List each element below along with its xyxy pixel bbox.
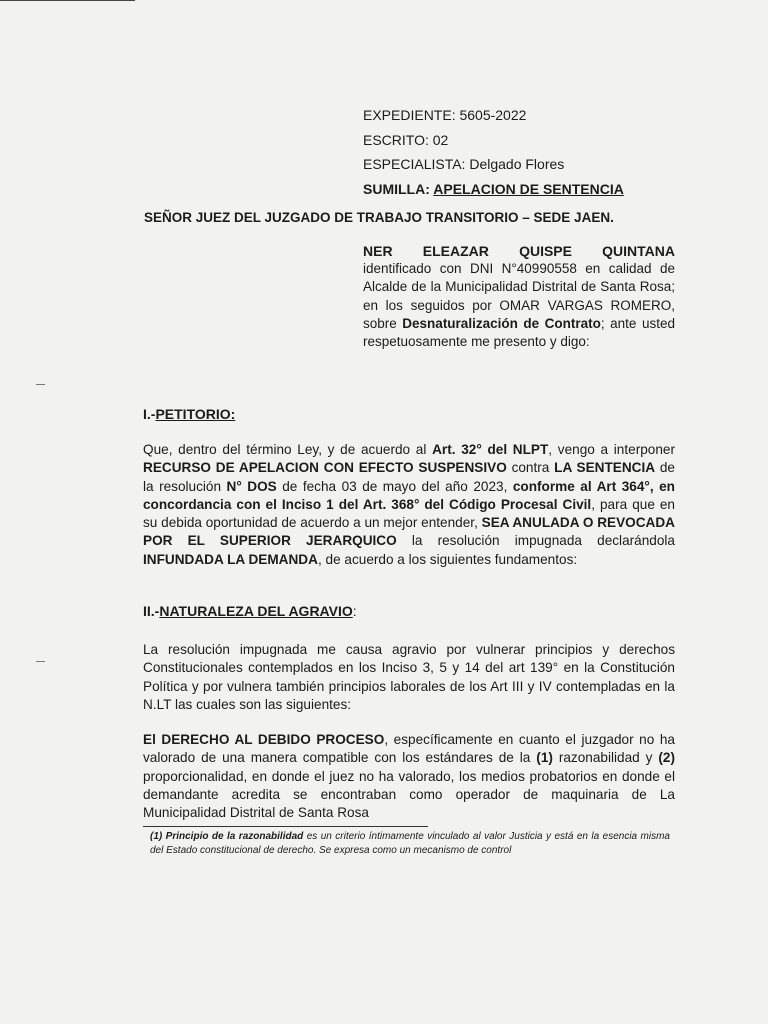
party-description xyxy=(363,260,675,351)
bold-text: Art. 32° del NLPT xyxy=(432,442,549,457)
name-word: ELEAZAR xyxy=(422,243,489,259)
footnote-divider xyxy=(143,826,428,827)
scan-edge-line xyxy=(0,0,135,1)
bold-text: INFUNDADA LA DEMANDA xyxy=(143,551,318,567)
addressee: SEÑOR JUEZ DEL JUZGADO DE TRABAJO TRANSITORIO – SEDE JAEN. xyxy=(144,210,614,225)
sumilla-label: SUMILLA: xyxy=(363,180,430,197)
agravio-paragraph: La resolución impugnada me causa agravio por vulnerar principios y derechos Constitucionales contemplados en los Inciso 3, 5 y 14 del art 139° en la Constitución Política y por vulnera también principios laborales de los Art III y IV contempladas en la N.LT las cuales son las siguientes: xyxy=(143,642,675,712)
especialista: ESPECIALISTA: Delgado Flores xyxy=(363,156,565,172)
escrito: ESCRITO: 02 xyxy=(363,131,449,148)
text: , para que en su debida oportunidad de acuerdo a un mejor entender, xyxy=(143,496,675,531)
name-word: QUINTANA xyxy=(602,243,675,259)
text: Que, dentro del término Ley, y de acuerdo al xyxy=(143,442,433,457)
petitorio-heading xyxy=(143,406,235,422)
text: , vengo a interponer xyxy=(548,442,675,457)
footnote-ref: (2) xyxy=(658,750,675,766)
petitorio-paragraph xyxy=(143,441,675,569)
party-name xyxy=(363,242,675,260)
text: identificado con DNI N°40990558 en calidad de Alcalde de la Municipalidad Distrital de Santa Rosa; en los seguidos por OMAR VARGAS ROMERO, sobre xyxy=(363,261,675,331)
text: , de acuerdo a los siguientes fundamentos: xyxy=(317,551,578,567)
bold-text: El DERECHO AL DEBIDO PROCESO xyxy=(143,732,385,747)
text: razonabilidad y xyxy=(552,750,659,766)
party-intro xyxy=(363,242,675,351)
heading-colon: : xyxy=(352,603,357,619)
text: de la resolución xyxy=(143,460,675,494)
footnote-title: (1) Principio de la razonabilidad xyxy=(150,831,304,842)
text: de fecha 03 de mayo del año 2023, xyxy=(276,478,513,494)
heading-text: PETITORIO: xyxy=(155,406,236,422)
text: la resolución impugnada declarándola xyxy=(396,533,675,549)
text: proporcionalidad, en donde el juez no ha valorado, los medios probatorios en donde el demandante acredita se encontraban como operador de maquinaria de La Municipalidad Distrital de Santa Rosa xyxy=(143,768,675,821)
text: contra xyxy=(506,460,555,476)
case-matter: Desnaturalización de Contrato xyxy=(402,315,601,331)
margin-mark xyxy=(36,384,45,385)
footnote-text: es un criterio íntimamente vinculado al valor Justicia y está en la esencia misma del Estado constitucional de derecho. Se expresa como un mecanismo de control xyxy=(150,831,670,856)
case-header xyxy=(363,103,624,201)
footnote-ref: (1) xyxy=(536,750,553,766)
debido-proceso-paragraph xyxy=(143,731,675,822)
name-word: QUISPE xyxy=(519,243,572,259)
text: , específicamente en cuanto el juzgador no ha valorado de una manera compatible con los estándares de la xyxy=(143,732,675,766)
bold-text: LA SENTENCIA xyxy=(554,460,656,476)
bold-text: conforme al Art 364°, en concordancia con el Inciso 1 del Art. 368° del Código Procesal Civil xyxy=(143,478,675,512)
expediente: EXPEDIENTE: 5605-2022 xyxy=(363,107,527,123)
heading-text: NATURALEZA DEL AGRAVIO xyxy=(159,603,353,619)
text: ; ante usted respetuosamente me presento y digo: xyxy=(363,315,675,350)
agravio-heading xyxy=(143,603,357,619)
sumilla xyxy=(363,177,624,202)
heading-number: II.- xyxy=(143,603,160,619)
margin-mark xyxy=(36,661,45,662)
bold-text: N° DOS xyxy=(226,478,277,494)
name-word: NER xyxy=(363,243,393,259)
sumilla-value: APELACION DE SENTENCIA xyxy=(433,180,624,197)
footnote xyxy=(150,830,670,858)
heading-number: I.- xyxy=(143,406,156,422)
bold-text: SEA ANULADA O REVOCADA POR EL SUPERIOR JERARQUICO xyxy=(143,515,675,549)
bold-text: RECURSO DE APELACION CON EFECTO SUSPENSIVO xyxy=(143,460,507,476)
